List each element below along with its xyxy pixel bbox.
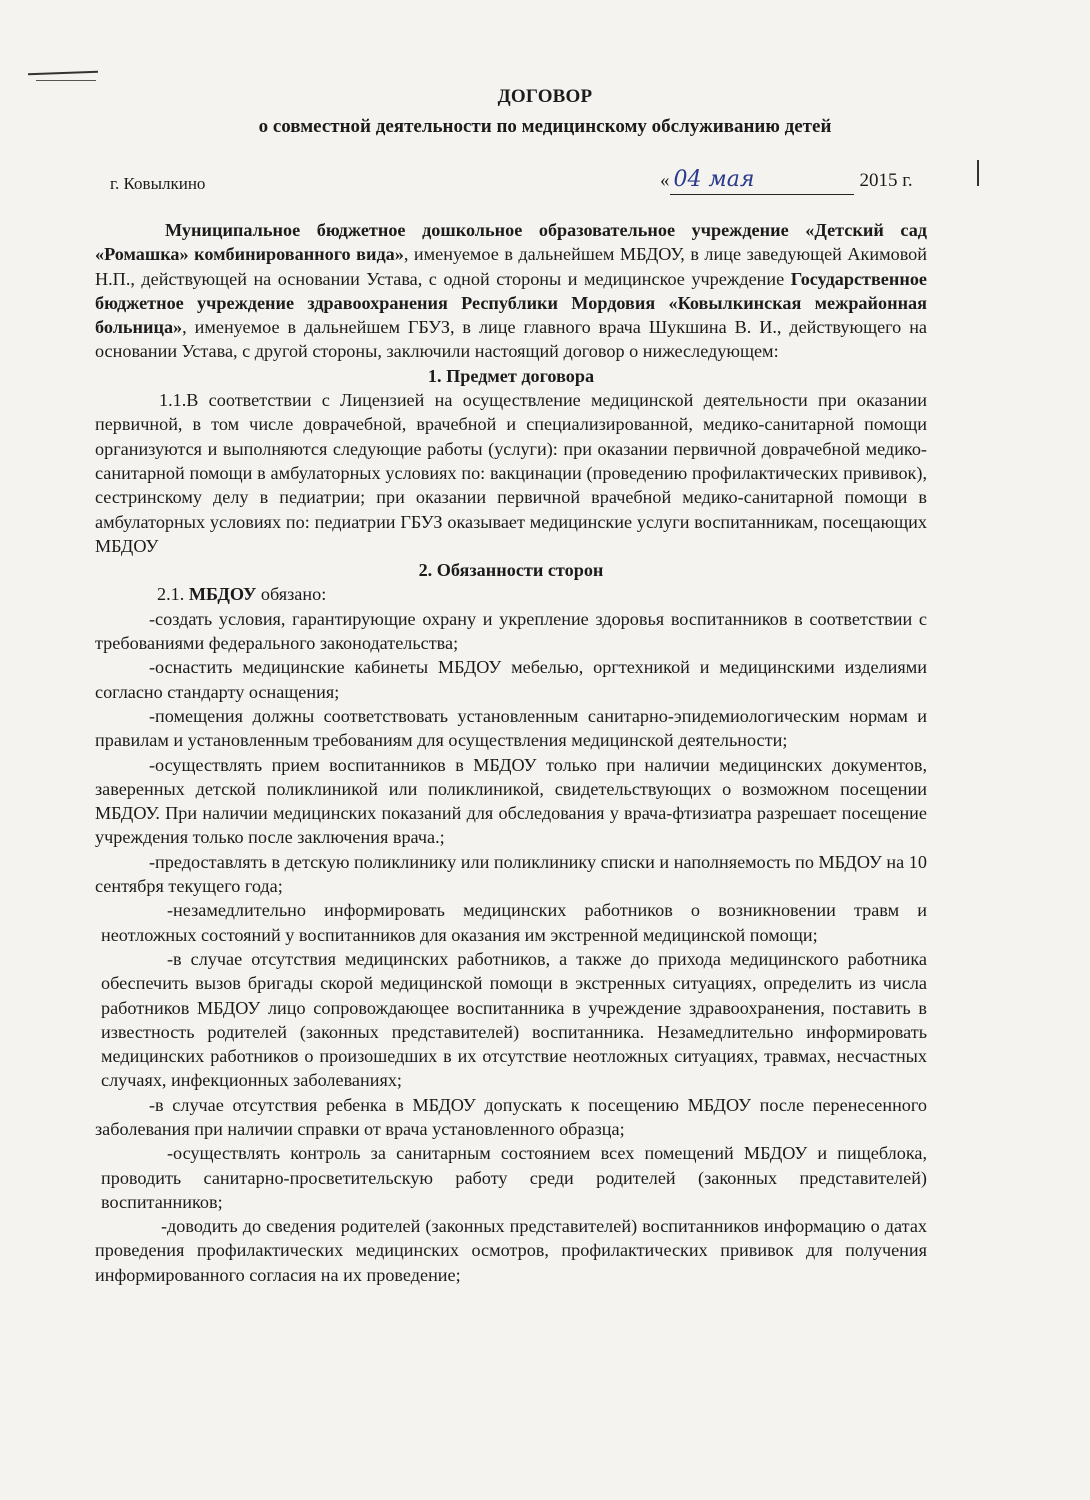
obligation-item: -незамедлительно информировать медицинских работников о возникновении травм и неотложных состояний у воспитанников для оказания им экстренной медицинской помощи; <box>101 900 927 945</box>
obligation-item: -осуществлять контроль за санитарным состоянием всех помещений МБДОУ и пищеблока, проводить санитарно-просветительскую работу среди родителей (законных представителей) воспитанников; <box>101 1143 927 1212</box>
handwritten-date: 04 мая <box>670 170 854 195</box>
date-year: 2015 г. <box>859 170 913 191</box>
document-title: ДОГОВОР <box>497 86 593 107</box>
party1-name: Муниципальное бюджетное дошкольное образовательное учреждение «Детский сад «Ромашка» комбинированного вида» <box>95 220 927 265</box>
obligation-item: -в случае отсутствия ребенка в МБДОУ допускать к посещению МБДОУ после перенесенного заболевания при наличии справки от врача установленного образца; <box>95 1094 927 1139</box>
intro-paragraph <box>95 218 927 364</box>
section-1-heading: 1. Предмет договора <box>427 365 595 386</box>
obligation-item: -осуществлять прием воспитанников в МБДОУ только при наличии медицинских документов, заверенных детской поликлиникой или поликлиникой, свидетельствующих о возможном посещении МБДОУ. При наличии медицинских показаний для обследования у врача-фтизиатра разрешает посещение учреждения только после заключения врача.; <box>95 754 927 848</box>
party2-name: Государственное бюджетное учреждение здравоохранения Республики Мордовия «Ковылкинская межрайонная больница» <box>95 268 927 338</box>
pen-stroke-mark <box>36 80 96 81</box>
section-2-1-number: 2.1. <box>157 584 185 605</box>
city-label: г. Ковылкино <box>110 174 206 193</box>
intro-text-2: , именуемое в дальнейшем ГБУЗ, в лице главного врача Шукшина В. И., действующего на основании Устава, с другой стороны, заключили настоящий договор о нижеследующем: <box>95 317 927 362</box>
pen-stroke-mark <box>977 160 979 186</box>
section-1-text: 1.1.В соответствии с Лицензией на осуществление медицинской деятельности при оказании первичной, в том числе доврачебной, врачебной и специализированной, медико-санитарной помощи организуются и выполняются следующие работы (услуги): при оказании первичной доврачебной медико-санитарной помощи в амбулаторных условиях по: вакцинации (проведению профилактических прививок), сестринскому делу в педиатрии; при оказании первичной врачебной медико-санитарной помощи в амбулаторных условиях по: педиатрии ГБУЗ оказывает медицинские услуги воспитанникам, посещающих МБДОУ <box>95 390 927 556</box>
obligation-item: -оснастить медицинские кабинеты МБДОУ мебелью, оргтехникой и медицинскими изделиями согласно стандарту оснащения; <box>95 657 927 702</box>
obligation-item: -в случае отсутствия медицинских работников, а также до прихода медицинского работника обеспечить вызов бригады скорой медицинской помощи в экстренных ситуациях, определить из числа работников МБДОУ лицо сопровождающее воспитанника в учреждение здравоохранения, поставить в известность родителей (законных представителей) воспитанника. Незамедлительно информировать медицинских работников о произошедших в их отсутствие неотложных ситуациях, травмах, несчастных случаях, инфекционных заболеваниях; <box>101 948 927 1091</box>
date-quote: « <box>660 170 670 191</box>
document-subtitle: о совместной деятельности по медицинскому обслуживанию детей <box>258 116 832 137</box>
obligation-item: -предоставлять в детскую поликлинику или поликлинику списки и наполняемость по МБДОУ на 10 сентября текущего года; <box>95 851 927 897</box>
section-2-1-party: МБДОУ <box>188 584 257 605</box>
section-2-1-heading <box>95 582 927 606</box>
obligation-item: -помещения должны соответствовать установленным санитарно-эпидемиологическим нормам и правилам и установленным требованиям для осуществления медицинской деятельности; <box>95 705 927 751</box>
section-2-1-rest: обязано: <box>256 584 327 605</box>
intro-text-1: , именуемое в дальнейшем МБДОУ, в лице заведующей Акимовой Н.П., действующей на основании Устава, с одной стороны и медицинское учреждение <box>95 244 927 289</box>
obligation-item: -создать условия, гарантирующие охрану и укрепление здоровья воспитанников в соответствии с требованиями федерального законодательства; <box>95 608 927 654</box>
document-body <box>95 218 927 1287</box>
obligation-item: -доводить до сведения родителей (законных представителей) воспитанников информацию о датах проведения профилактических медицинских осмотров, профилактических прививок для получения информированного согласия на их проведение; <box>95 1216 927 1285</box>
contract-date <box>660 167 913 195</box>
pen-stroke-mark <box>28 71 98 75</box>
section-2-heading: 2. Обязанности сторон <box>418 560 604 581</box>
